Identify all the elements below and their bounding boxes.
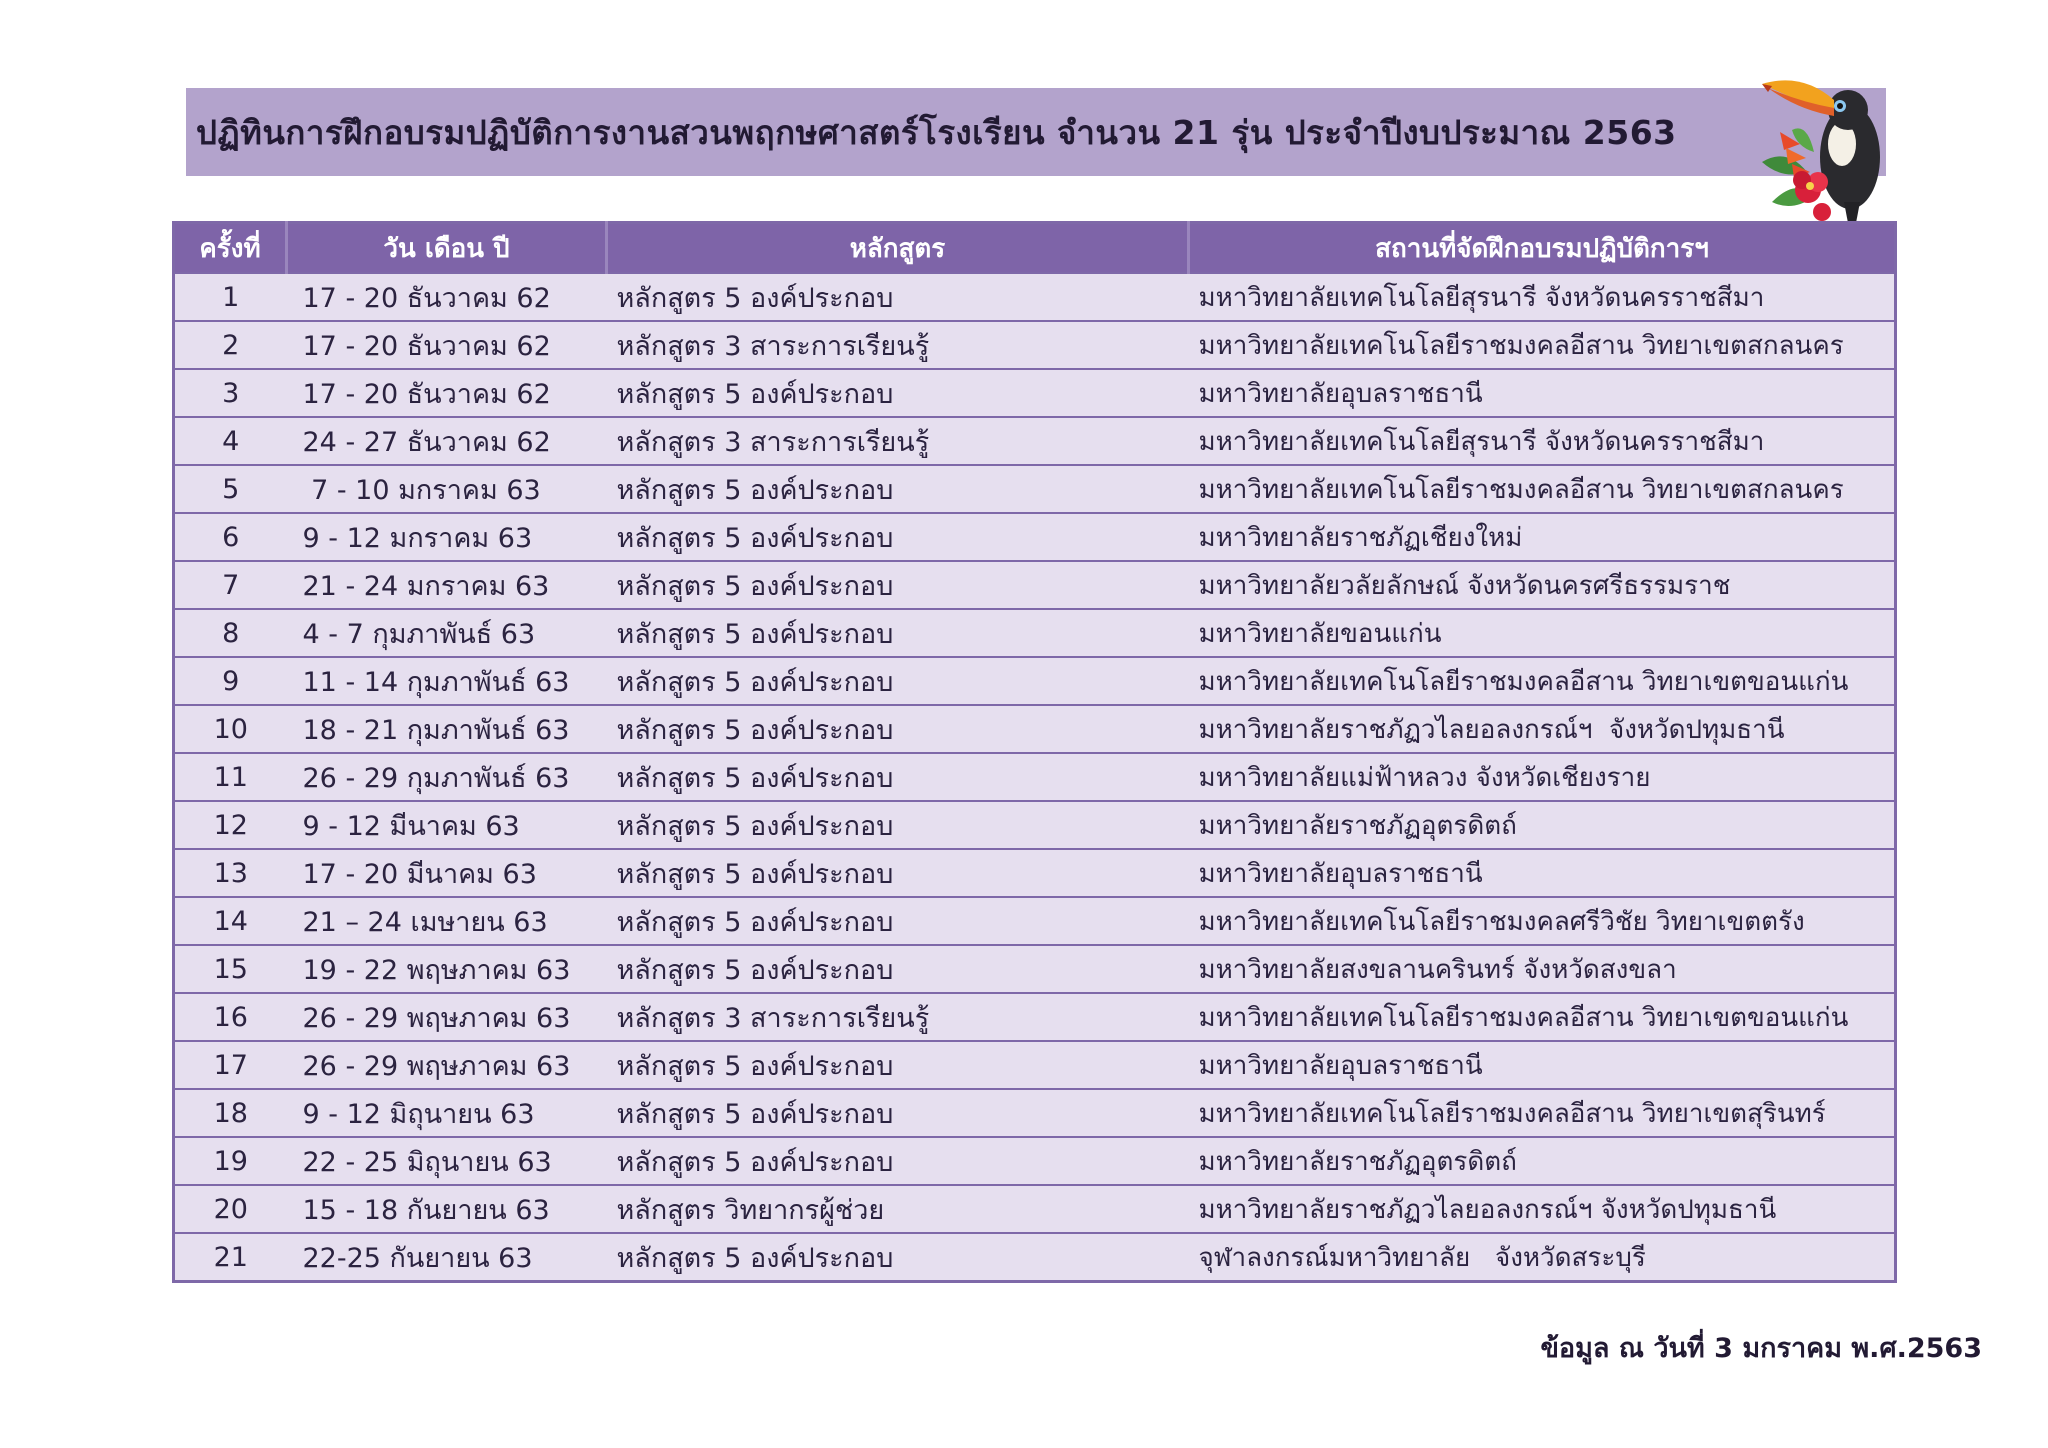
session-number-cell: 15 [174, 945, 287, 993]
course-cell: หลักสูตร 5 องค์ประกอบ [607, 897, 1189, 945]
venue-cell: มหาวิทยาลัยอุบลราชธานี [1189, 1041, 1896, 1089]
session-number-cell: 19 [174, 1137, 287, 1185]
table-row [174, 801, 1896, 849]
session-number-cell: 10 [174, 705, 287, 753]
date-cell: 17 - 20 มีนาคม 63 [287, 849, 607, 897]
title-banner [186, 88, 1886, 176]
course-cell: หลักสูตร 3 สาระการเรียนรู้ [607, 993, 1189, 1041]
header-date: วัน เดือน ปี [287, 223, 607, 274]
table-row [174, 609, 1896, 657]
venue-cell: มหาวิทยาลัยวลัยลักษณ์ จังหวัดนครศรีธรรมราช [1189, 561, 1896, 609]
course-cell: หลักสูตร 5 องค์ประกอบ [607, 1089, 1189, 1137]
venue-cell: มหาวิทยาลัยขอนแก่น [1189, 609, 1896, 657]
date-cell: 24 - 27 ธันวาคม 62 [287, 417, 607, 465]
course-cell: หลักสูตร 5 องค์ประกอบ [607, 609, 1189, 657]
date-cell: 17 - 20 ธันวาคม 62 [287, 369, 607, 417]
toucan-with-flowers-icon [1752, 52, 1902, 247]
table-row [174, 993, 1896, 1041]
session-number-cell: 8 [174, 609, 287, 657]
venue-cell: มหาวิทยาลัยราชภัฏอุตรดิตถ์ [1189, 1137, 1896, 1185]
table-row [174, 705, 1896, 753]
table-row [174, 1233, 1896, 1282]
venue-cell: มหาวิทยาลัยเทคโนโลยีราชมงคลอีสาน วิทยาเขตสกลนคร [1189, 321, 1896, 369]
session-number-cell: 2 [174, 321, 287, 369]
table-row [174, 945, 1896, 993]
course-cell: หลักสูตร 5 องค์ประกอบ [607, 273, 1189, 321]
session-number-cell: 3 [174, 369, 287, 417]
venue-cell: มหาวิทยาลัยเทคโนโลยีสุรนารี จังหวัดนครราชสีมา [1189, 417, 1896, 465]
venue-cell: มหาวิทยาลัยราชภัฏวไลยอลงกรณ์ฯ จังหวัดปทุมธานี [1189, 1185, 1896, 1233]
venue-cell: มหาวิทยาลัยราชภัฏวไลยอลงกรณ์ฯ จังหวัดปทุมธานี [1189, 705, 1896, 753]
session-number-cell: 7 [174, 561, 287, 609]
date-cell: 4 - 7 กุมภาพันธ์ 63 [287, 609, 607, 657]
venue-cell: จุฬาลงกรณ์มหาวิทยาลัย จังหวัดสระบุรี [1189, 1233, 1896, 1282]
date-cell: 22-25 กันยายน 63 [287, 1233, 607, 1282]
session-number-cell: 4 [174, 417, 287, 465]
venue-cell: มหาวิทยาลัยเทคโนโลยีราชมงคลอีสาน วิทยาเขตสุรินทร์ [1189, 1089, 1896, 1137]
session-number-cell: 12 [174, 801, 287, 849]
course-cell: หลักสูตร 5 องค์ประกอบ [607, 369, 1189, 417]
table-row [174, 1089, 1896, 1137]
course-cell: หลักสูตร 5 องค์ประกอบ [607, 465, 1189, 513]
table-row [174, 561, 1896, 609]
course-cell: หลักสูตร 5 องค์ประกอบ [607, 801, 1189, 849]
table-header-row [174, 223, 1896, 274]
date-cell: 9 - 12 มีนาคม 63 [287, 801, 607, 849]
table-row [174, 753, 1896, 801]
course-cell: หลักสูตร 5 องค์ประกอบ [607, 753, 1189, 801]
course-cell: หลักสูตร 5 องค์ประกอบ [607, 561, 1189, 609]
session-number-cell: 5 [174, 465, 287, 513]
header-venue: สถานที่จัดฝึกอบรมปฏิบัติการฯ [1189, 223, 1896, 274]
session-number-cell: 13 [174, 849, 287, 897]
venue-cell: มหาวิทยาลัยเทคโนโลยีสุรนารี จังหวัดนครราชสีมา [1189, 273, 1896, 321]
venue-cell: มหาวิทยาลัยเทคโนโลยีราชมงคลศรีวิชัย วิทยาเขตตรัง [1189, 897, 1896, 945]
course-cell: หลักสูตร 5 องค์ประกอบ [607, 1041, 1189, 1089]
date-cell: 21 - 24 มกราคม 63 [287, 561, 607, 609]
date-cell: 11 - 14 กุมภาพันธ์ 63 [287, 657, 607, 705]
date-cell: 17 - 20 ธันวาคม 62 [287, 273, 607, 321]
course-cell: หลักสูตร 5 องค์ประกอบ [607, 705, 1189, 753]
date-cell: 17 - 20 ธันวาคม 62 [287, 321, 607, 369]
table-row [174, 465, 1896, 513]
course-cell: หลักสูตร 5 องค์ประกอบ [607, 1137, 1189, 1185]
table-row [174, 1041, 1896, 1089]
date-cell: 15 - 18 กันยายน 63 [287, 1185, 607, 1233]
venue-cell: มหาวิทยาลัยเทคโนโลยีราชมงคลอีสาน วิทยาเขตขอนแก่น [1189, 657, 1896, 705]
date-cell: 21 – 24 เมษายน 63 [287, 897, 607, 945]
session-number-cell: 9 [174, 657, 287, 705]
venue-cell: มหาวิทยาลัยเทคโนโลยีราชมงคลอีสาน วิทยาเขตสกลนคร [1189, 465, 1896, 513]
session-number-cell: 14 [174, 897, 287, 945]
date-cell: 26 - 29 กุมภาพันธ์ 63 [287, 753, 607, 801]
table-row [174, 1137, 1896, 1185]
venue-cell: มหาวิทยาลัยแม่ฟ้าหลวง จังหวัดเชียงราย [1189, 753, 1896, 801]
date-cell: 9 - 12 มกราคม 63 [287, 513, 607, 561]
date-cell: 19 - 22 พฤษภาคม 63 [287, 945, 607, 993]
session-number-cell: 20 [174, 1185, 287, 1233]
course-cell: หลักสูตร 5 องค์ประกอบ [607, 849, 1189, 897]
data-as-of-note: ข้อมูล ณ วันที่ 3 มกราคม พ.ศ.2563 [1540, 1333, 1982, 1364]
table-row [174, 513, 1896, 561]
table-row [174, 1185, 1896, 1233]
table-row [174, 273, 1896, 321]
course-cell: หลักสูตร 5 องค์ประกอบ [607, 1233, 1189, 1282]
date-cell: 26 - 29 พฤษภาคม 63 [287, 993, 607, 1041]
table-body [174, 273, 1896, 1282]
header-course: หลักสูตร [607, 223, 1189, 274]
date-cell: 9 - 12 มิถุนายน 63 [287, 1089, 607, 1137]
course-cell: หลักสูตร 3 สาระการเรียนรู้ [607, 417, 1189, 465]
session-number-cell: 17 [174, 1041, 287, 1089]
venue-cell: มหาวิทยาลัยเทคโนโลยีราชมงคลอีสาน วิทยาเขตขอนแก่น [1189, 993, 1896, 1041]
session-number-cell: 1 [174, 273, 287, 321]
table-row [174, 321, 1896, 369]
table-row [174, 417, 1896, 465]
header-session-no: ครั้งที่ [174, 223, 287, 274]
course-cell: หลักสูตร 3 สาระการเรียนรู้ [607, 321, 1189, 369]
session-number-cell: 18 [174, 1089, 287, 1137]
session-number-cell: 11 [174, 753, 287, 801]
table-row [174, 369, 1896, 417]
venue-cell: มหาวิทยาลัยอุบลราชธานี [1189, 849, 1896, 897]
session-number-cell: 16 [174, 993, 287, 1041]
course-cell: หลักสูตร วิทยากรผู้ช่วย [607, 1185, 1189, 1233]
date-cell: 22 - 25 มิถุนายน 63 [287, 1137, 607, 1185]
course-cell: หลักสูตร 5 องค์ประกอบ [607, 657, 1189, 705]
date-cell: 26 - 29 พฤษภาคม 63 [287, 1041, 607, 1089]
course-cell: หลักสูตร 5 องค์ประกอบ [607, 513, 1189, 561]
venue-cell: มหาวิทยาลัยอุบลราชธานี [1189, 369, 1896, 417]
table-row [174, 657, 1896, 705]
date-cell: 18 - 21 กุมภาพันธ์ 63 [287, 705, 607, 753]
venue-cell: มหาวิทยาลัยสงขลานครินทร์ จังหวัดสงขลา [1189, 945, 1896, 993]
session-number-cell: 6 [174, 513, 287, 561]
venue-cell: มหาวิทยาลัยราชภัฏเชียงใหม่ [1189, 513, 1896, 561]
session-number-cell: 21 [174, 1233, 287, 1282]
date-cell: 7 - 10 มกราคม 63 [287, 465, 607, 513]
page-title: ปฏิทินการฝึกอบรมปฏิบัติการงานสวนพฤกษศาสตร์โรงเรียน จำนวน 21 รุ่น ประจำปีงบประมาณ 2563 [196, 112, 1677, 152]
table-row [174, 897, 1896, 945]
table-row [174, 849, 1896, 897]
venue-cell: มหาวิทยาลัยราชภัฏอุตรดิตถ์ [1189, 801, 1896, 849]
course-cell: หลักสูตร 5 องค์ประกอบ [607, 945, 1189, 993]
training-schedule-table [172, 221, 1897, 1283]
